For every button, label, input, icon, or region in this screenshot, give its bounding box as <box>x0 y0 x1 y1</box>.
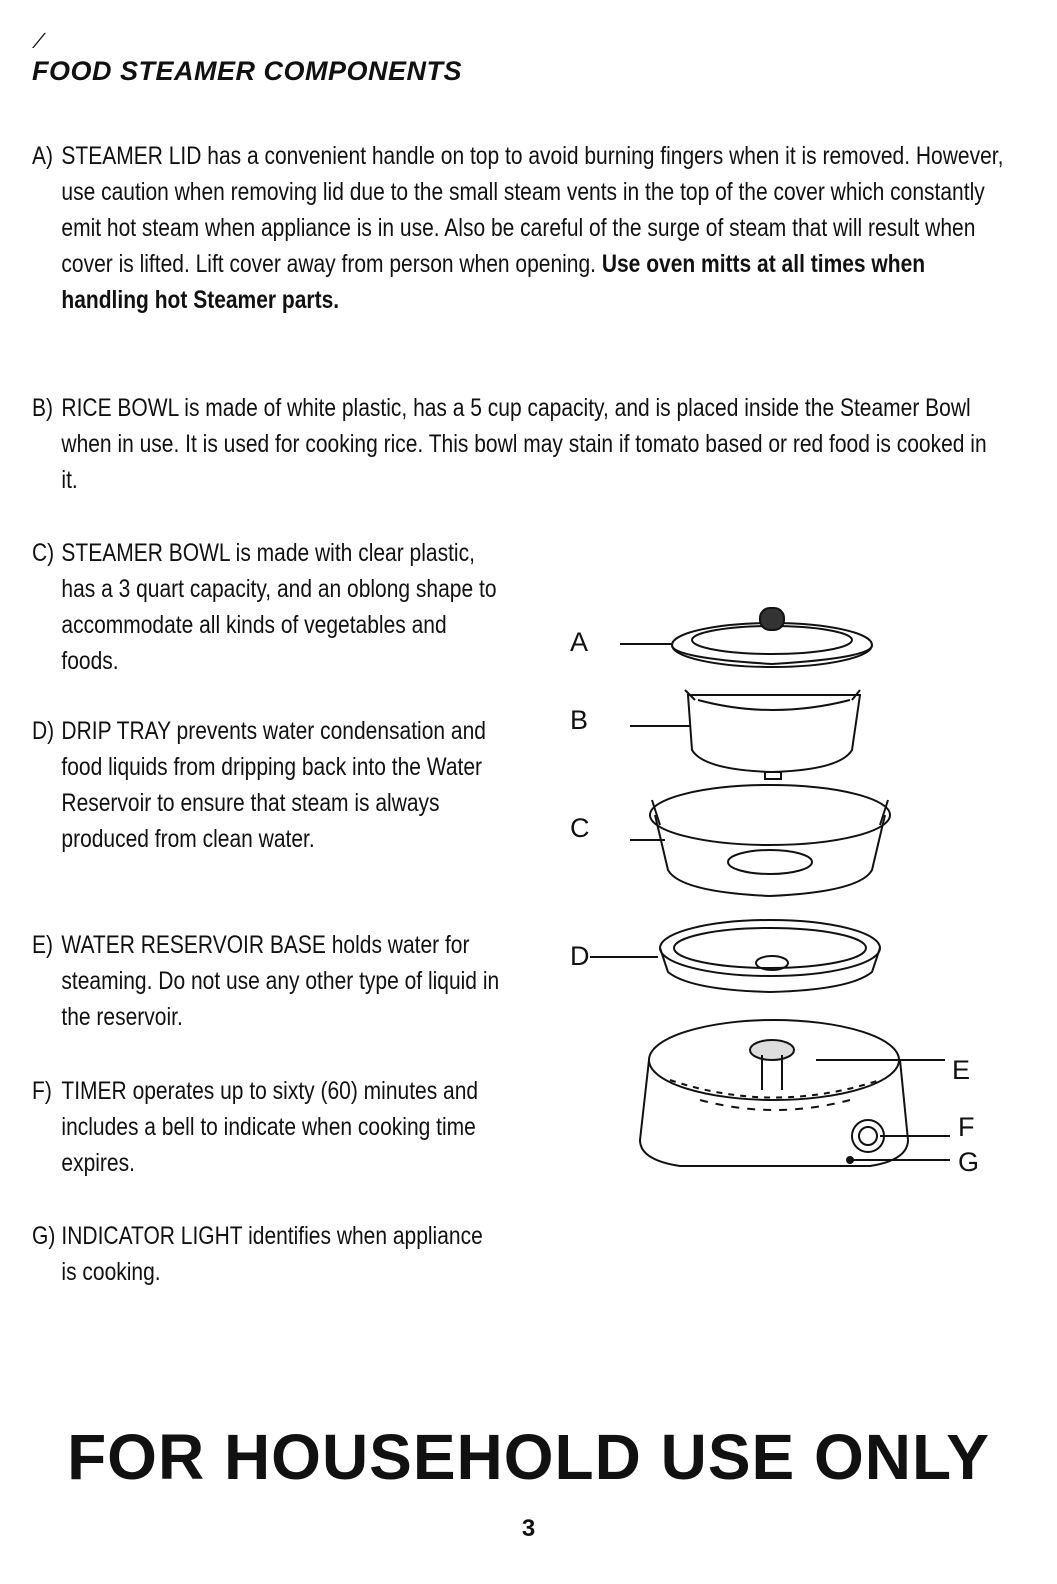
steamer-illustration <box>560 600 1000 1200</box>
diagram-label-b: B <box>570 705 589 735</box>
diagram-label-f: F <box>958 1112 975 1142</box>
steamer-exploded-diagram <box>560 600 1000 1200</box>
component-label: F) <box>32 1077 52 1105</box>
component-text: is made of white plastic, has a 5 cup capacity, and is placed inside the Steamer Bowl when in use. It is used for cooking rice. This bowl may stain if tomato based or red food is cooked in it. <box>61 394 987 494</box>
component-text: has a convenient handle on top to avoid burning fingers when it is removed. However, use caution when removing lid due to the small steam vents in the top of the cover which constantly emit hot steam when appliance is in use. Also be careful of the surge of steam that will result when cover is lifted. Lift cover away from person when opening. <box>61 142 1004 278</box>
diagram-label-g: G <box>958 1147 980 1177</box>
component-e-description <box>32 927 502 1035</box>
diagram-label-d: D <box>570 941 590 971</box>
accent-mark: ∕ <box>38 28 42 53</box>
component-name: WATER RESERVOIR BASE <box>61 931 326 959</box>
component-text: identifies when appliance is cooking. <box>61 1222 483 1286</box>
component-label: A) <box>32 142 53 170</box>
diagram-label-a: A <box>570 627 589 657</box>
component-c-description <box>32 535 502 679</box>
component-label: B) <box>32 394 53 422</box>
component-label: C) <box>32 539 55 567</box>
reservoir-base-illustration <box>640 1020 950 1166</box>
component-label: G) <box>32 1222 56 1250</box>
component-g-description <box>32 1218 502 1290</box>
rice-bowl-illustration <box>630 690 860 779</box>
component-text: holds water for steaming. Do not use any other type of liquid in the reservoir. <box>61 931 500 1031</box>
component-name: STEAMER BOWL <box>61 539 230 567</box>
component-name: STEAMER LID <box>61 142 202 170</box>
component-f-description <box>32 1073 502 1181</box>
component-name: INDICATOR LIGHT <box>61 1222 243 1250</box>
component-text: operates up to sixty (60) minutes and includes a bell to indicate when cooking time expires. <box>61 1077 479 1177</box>
drip-tray-illustration <box>590 920 880 992</box>
household-use-notice: FOR HOUSEHOLD USE ONLY <box>67 1421 990 1493</box>
component-b-description <box>32 390 1006 498</box>
steamer-lid-illustration <box>620 608 872 667</box>
component-d-description <box>32 713 502 857</box>
component-name: DRIP TRAY <box>61 717 171 745</box>
component-label: D) <box>32 717 55 745</box>
component-text: is made with clear plastic, has a 3 quart capacity, and an oblong shape to accommodate all kinds of vegetables and foods. <box>61 539 497 675</box>
component-text: prevents water condensation and food liquids from dripping back into the Water Reservoir to ensure that steam is always produced from clean water. <box>61 717 486 853</box>
diagram-label-e: E <box>952 1055 971 1085</box>
diagram-label-c: C <box>570 813 590 843</box>
component-label: E) <box>32 931 53 959</box>
component-name: RICE BOWL <box>61 394 179 422</box>
page-title: FOOD STEAMER COMPONENTS <box>32 56 463 86</box>
component-a-description <box>32 138 1006 318</box>
component-warning: Use oven mitts at all times when handling hot Steamer parts. <box>61 250 926 314</box>
steamer-bowl-illustration <box>630 785 890 896</box>
page-number: 3 <box>521 1515 536 1542</box>
component-name: TIMER <box>61 1077 127 1105</box>
